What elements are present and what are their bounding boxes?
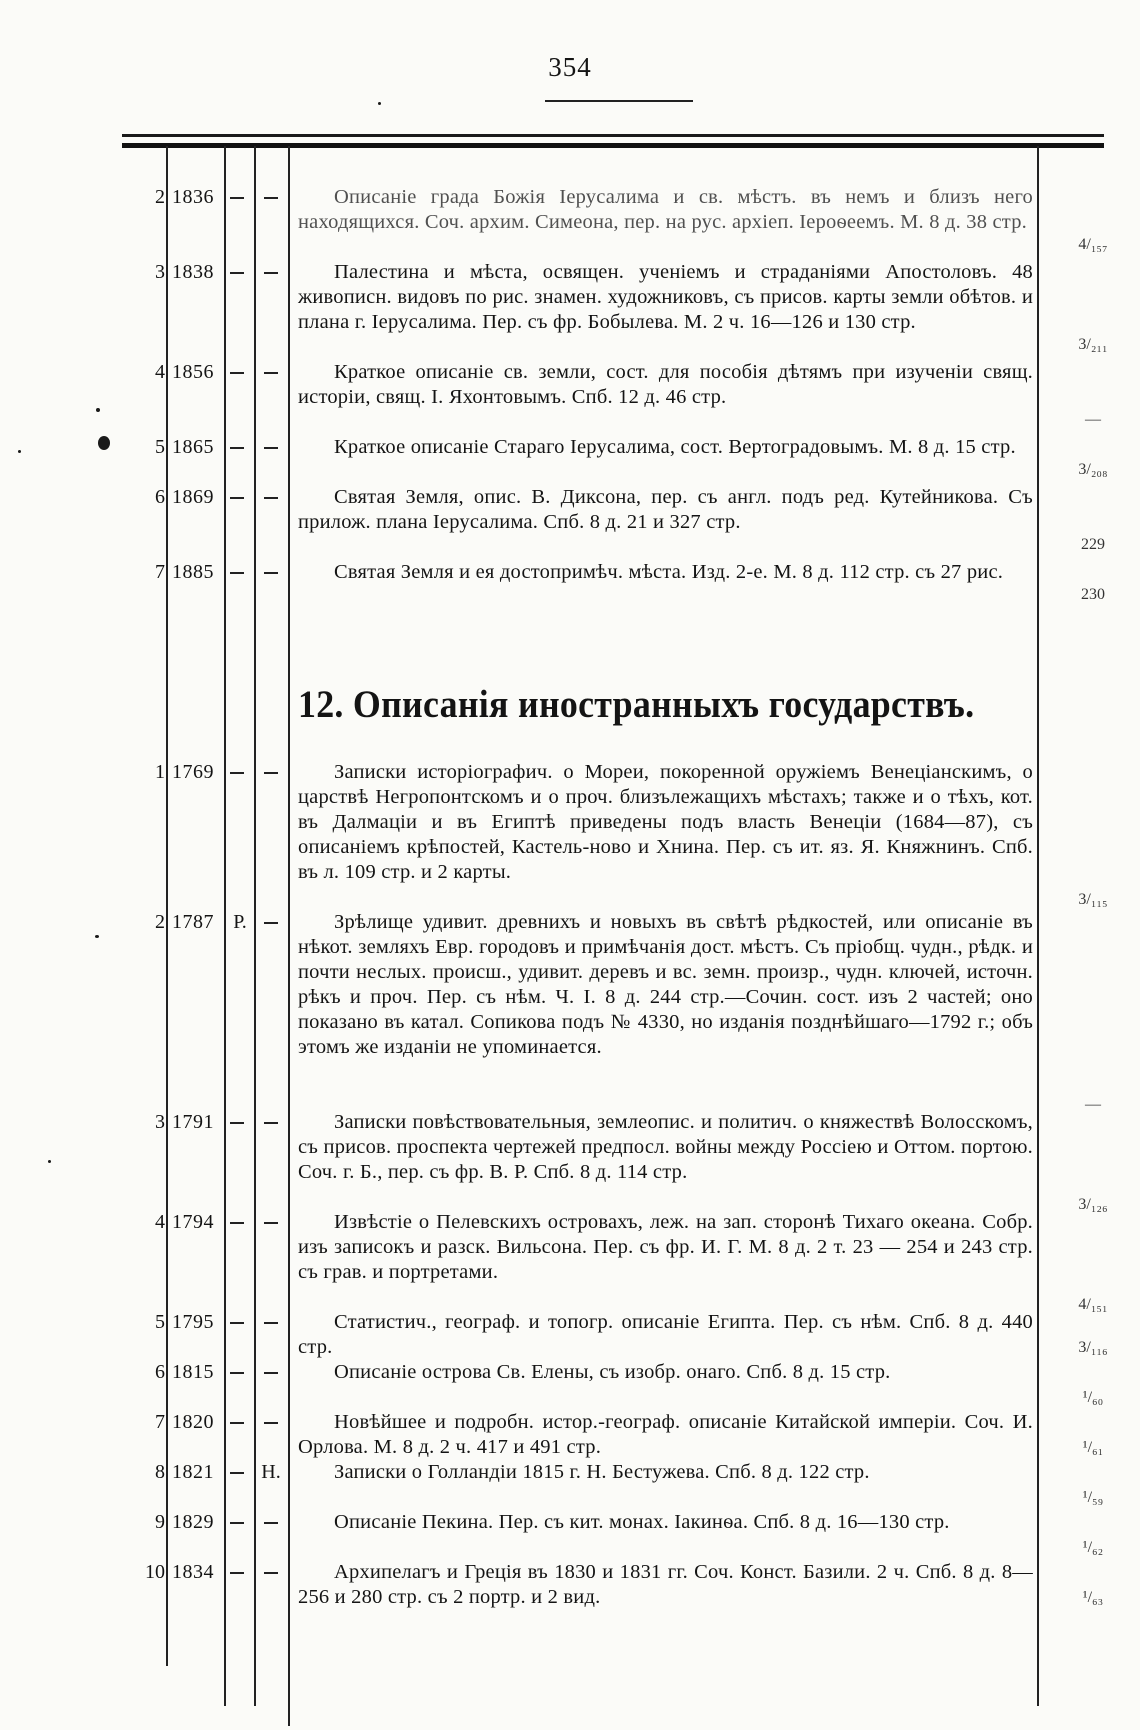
- entry-description: Описаніе града Божія Іерусалима и св. мѣстъ. въ немъ и близъ него находящихся. Соч. архим. Симеона, пер. на рус. архіеп. Іероѳеемъ. М. 8 д. 38 стр.: [298, 186, 1033, 233]
- entry-number: 8: [155, 1461, 165, 1483]
- empty-mark-dash: [264, 197, 278, 199]
- entry-mark: Р.: [233, 911, 247, 933]
- ink-speck: [98, 436, 110, 450]
- entry-price: 3/₁₁₅: [1078, 891, 1108, 908]
- entry-description: Записки повѣствовательныя, землеопис. и политич. о княжествѣ Волосскомъ, съ присов. проспекта чертежей предпосл. войны между Россіею и Оттом. портою. Соч. г. Б., пер. съ фр. В. Р. Спб. 8 д. 114 стр.: [298, 1111, 1033, 1183]
- entry-number: 7: [155, 561, 165, 583]
- empty-mark-dash: [264, 372, 278, 374]
- entry-price: 229: [1081, 536, 1105, 553]
- ink-speck: [378, 102, 381, 105]
- entry-year: 1787: [172, 911, 214, 933]
- entry-year: 1836: [172, 186, 214, 208]
- ink-speck: [95, 935, 99, 938]
- entry-number: 2: [155, 186, 165, 208]
- section-heading: 12. Описанія иностранныхъ государствъ.: [298, 683, 975, 726]
- entry-number: 3: [155, 1111, 165, 1133]
- entry-price: 3/₁₁₆: [1078, 1339, 1108, 1356]
- empty-mark-dash: [230, 1522, 244, 1524]
- empty-mark-dash: [264, 1572, 278, 1574]
- entry-price: 3/₂₀₈: [1078, 461, 1108, 478]
- empty-mark-dash: [264, 1122, 278, 1124]
- empty-mark-dash: [230, 1322, 244, 1324]
- column-divider-number: [166, 146, 168, 1666]
- entry-number: 3: [155, 261, 165, 283]
- empty-mark-dash: [230, 272, 244, 274]
- entry-number: 6: [155, 1361, 165, 1383]
- entry-price: ¹/₆₀: [1082, 1389, 1104, 1406]
- entry-number: 9: [155, 1511, 165, 1533]
- empty-mark-dash: [230, 1422, 244, 1424]
- entry-description: Записки исторіографич. о Мореи, покоренной оружіемъ Венеціанскимъ, о царствѣ Негропонтскомъ и о проч. близълежащихъ мѣстахъ; также и о тѣхъ, кот. въ Далмаціи и въ Египтѣ приведены подъ власть Венеціи (1684—87), съ описаніемъ крѣпостей, Кастель-ново и Хнина. Пер. съ ит. яз. Я. Княжнинъ. Спб. въ л. 109 стр. и 2 карты.: [298, 761, 1033, 883]
- entry-year: 1815: [172, 1361, 214, 1383]
- entry-description: Краткое описаніе св. земли, сост. для пособія дѣтямъ при изученіи свящ. исторіи, свящ. І. Яхонтовымъ. Спб. 12 д. 46 стр.: [298, 361, 1033, 408]
- entry-number: 5: [155, 436, 165, 458]
- entry-description: Описаніе Пекина. Пер. съ кит. монах. Іакинѳа. Спб. 8 д. 16—130 стр.: [334, 1511, 950, 1533]
- empty-mark-dash: [264, 272, 278, 274]
- entry-description: Записки о Голландіи 1815 г. Н. Бестужева. Спб. 8 д. 122 стр.: [334, 1461, 870, 1483]
- empty-mark-dash: [230, 497, 244, 499]
- entry-description: Палестина и мѣста, освящен. ученіемъ и страданіями Апостоловъ. 48 живописн. видовъ по рис. знамен. художниковъ, съ присов. карты земли обѣтов. и плана г. Іерусалима. Пер. съ фр. Бобылева. М. 2 ч. 16—126 и 130 стр.: [298, 261, 1033, 333]
- empty-mark-dash: [230, 572, 244, 574]
- empty-mark-dash: [230, 1572, 244, 1574]
- page-number: 354: [548, 52, 592, 82]
- ink-speck: [96, 408, 100, 412]
- entry-description: Краткое описаніе Стараго Іерусалима, сост. Вертоградовымъ. М. 8 д. 15 стр.: [334, 436, 1016, 458]
- header-rule-thin: [122, 134, 1104, 137]
- entry-number: 4: [155, 361, 165, 383]
- empty-mark-dash: [230, 772, 244, 774]
- empty-mark-dash: [230, 1222, 244, 1224]
- entry-description: Извѣстіе о Пелевскихъ островахъ, леж. на зап. сторонѣ Тихаго океана. Собр. изъ записокъ и разск. Вильсона. Пер. съ фр. И. Г. М. 8 д. 2 т. 23 — 254 и 243 стр. съ грав. и портретами.: [298, 1211, 1033, 1283]
- empty-mark-dash: [230, 1472, 244, 1474]
- entry-number: 6: [155, 486, 165, 508]
- entry-price: ¹/₆₂: [1082, 1539, 1104, 1556]
- empty-mark-dash: [264, 572, 278, 574]
- empty-mark-dash: [264, 772, 278, 774]
- empty-mark-dash: [230, 1372, 244, 1374]
- entry-year: 1821: [172, 1461, 214, 1483]
- entry-description: Описаніе острова Св. Елены, съ изобр. онаго. Спб. 8 д. 15 стр.: [334, 1361, 891, 1383]
- entry-number: 1: [155, 761, 165, 783]
- column-divider-year: [224, 146, 226, 1706]
- entry-year: 1869: [172, 486, 214, 508]
- entry-description: Святая Земля и ея достопримѣч. мѣста. Изд. 2-е. М. 8 д. 112 стр. съ 27 рис.: [334, 561, 1004, 583]
- entry-year: 1794: [172, 1211, 214, 1233]
- entry-year: 1834: [172, 1561, 214, 1583]
- entry-number: 2: [155, 911, 165, 933]
- entry-price: —: [1085, 411, 1101, 428]
- empty-mark-dash: [264, 1422, 278, 1424]
- empty-mark-dash: [264, 1522, 278, 1524]
- entry-description: Новѣйшее и подробн. истор.-географ. описаніе Китайской имперіи. Соч. И. Орлова. М. 8 д. 2 ч. 417 и 491 стр.: [298, 1411, 1033, 1458]
- empty-mark-dash: [230, 197, 244, 199]
- empty-mark-dash: [264, 1372, 278, 1374]
- empty-mark-dash: [230, 1122, 244, 1124]
- header-rule-thick: [122, 143, 1104, 148]
- column-divider-mark2: [288, 146, 290, 1726]
- ink-speck: [18, 450, 21, 453]
- empty-mark-dash: [264, 1222, 278, 1224]
- entry-year: 1838: [172, 261, 214, 283]
- entry-year: 1885: [172, 561, 214, 583]
- entry-year: 1829: [172, 1511, 214, 1533]
- entry-year: 1820: [172, 1411, 214, 1433]
- entry-price: 3/₂₁₁: [1078, 336, 1108, 353]
- entry-year: 1791: [172, 1111, 214, 1133]
- entry-year: 1769: [172, 761, 214, 783]
- page-number-rule: [545, 100, 693, 102]
- entry-mark: Н.: [261, 1461, 281, 1483]
- empty-mark-dash: [230, 372, 244, 374]
- entry-number: 7: [155, 1411, 165, 1433]
- entry-price: ¹/₆₃: [1082, 1589, 1104, 1606]
- entry-price: 3/₁₂₆: [1078, 1196, 1108, 1213]
- entry-price: ¹/₆₁: [1082, 1439, 1104, 1456]
- entry-year: 1856: [172, 361, 214, 383]
- entry-number: 4: [155, 1211, 165, 1233]
- entry-price: 4/₁₅₇: [1078, 236, 1108, 253]
- entry-number: 10: [145, 1561, 165, 1583]
- empty-mark-dash: [264, 1322, 278, 1324]
- entry-description: Святая Земля, опис. В. Диксона, пер. съ англ. подъ ред. Кутейникова. Съ прилож. плана Іерусалима. Спб. 8 д. 21 и 327 стр.: [298, 486, 1033, 533]
- entry-year: 1795: [172, 1311, 214, 1333]
- entry-number: 5: [155, 1311, 165, 1333]
- entry-description: Статистич., географ. и топогр. описаніе Египта. Пер. съ нѣм. Спб. 8 д. 440 стр.: [298, 1311, 1033, 1358]
- column-divider-price: [1037, 146, 1039, 1706]
- entry-year: 1865: [172, 436, 214, 458]
- empty-mark-dash: [230, 447, 244, 449]
- entry-description: Зрѣлище удивит. древнихъ и новыхъ въ свѣтѣ рѣдкостей, или описаніе въ нѣкот. земляхъ Евр. городовъ и примѣчанія дост. мѣстъ. Съ пріобщ. чудн., рѣдк. и почти неслых. происш., удивит. деревъ и вс. земн. произр., чудн. ключей, источн. рѣкъ и проч. Пер. съ нѣм. Ч. I. 8 д. 244 стр.—Сочин. сост. изъ 2 частей; оно показано въ катал. Сопикова подъ № 4330, но изданія позднѣйшаго—1792 г.; объ этомъ же изданіи не упоминается.: [298, 911, 1033, 1058]
- entry-price: 4/₁₅₁: [1078, 1296, 1108, 1313]
- entry-description: Архипелагъ и Грецiя въ 1830 и 1831 гг. Соч. Конст. Базили. 2 ч. Спб. 8 д. 8—256 и 280 стр. съ 2 портр. и 2 вид.: [298, 1561, 1033, 1608]
- entry-price: 230: [1081, 586, 1105, 603]
- empty-mark-dash: [264, 922, 278, 924]
- ink-speck: [48, 1160, 51, 1163]
- empty-mark-dash: [264, 447, 278, 449]
- entry-price: ¹/₅₉: [1082, 1489, 1104, 1506]
- empty-mark-dash: [264, 497, 278, 499]
- entry-price: —: [1085, 1096, 1101, 1113]
